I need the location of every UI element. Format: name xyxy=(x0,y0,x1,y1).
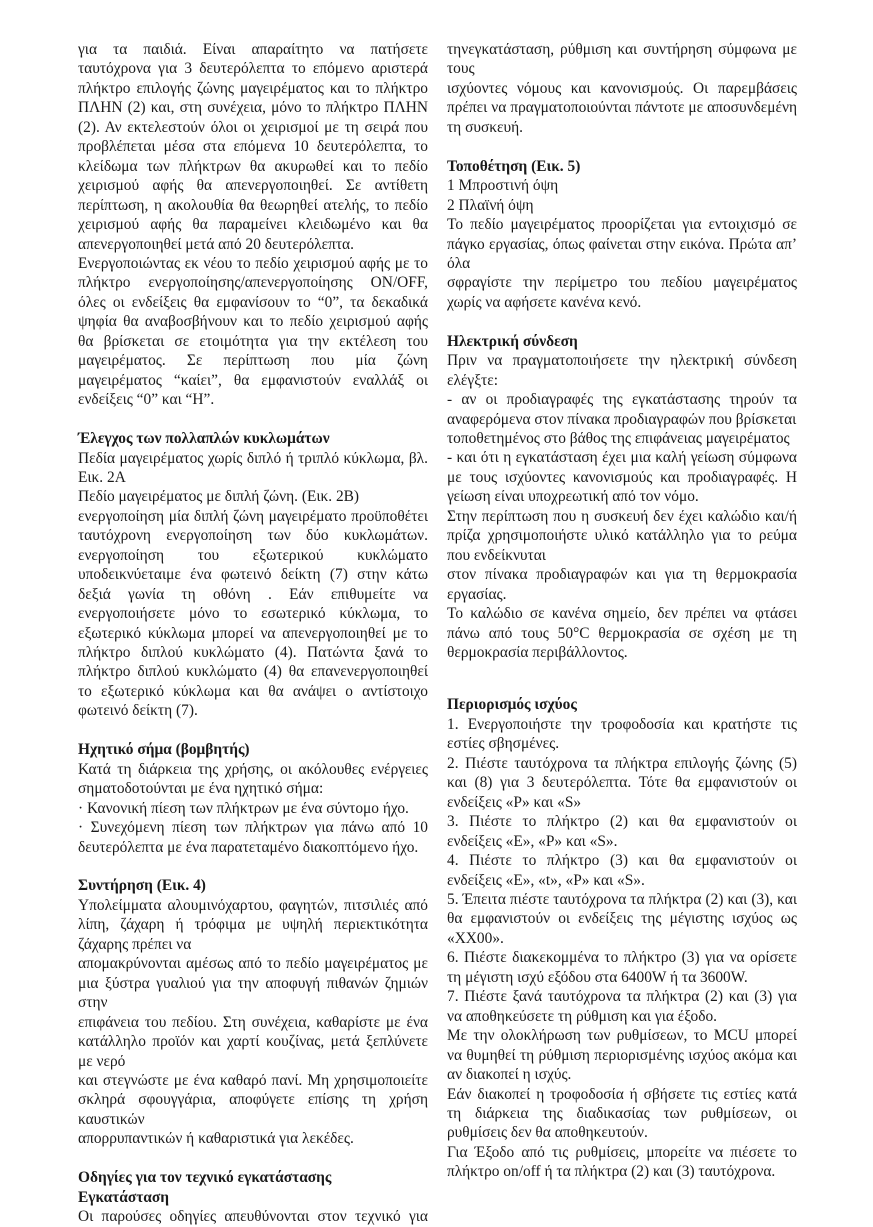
paragraph: 2 Πλαϊνή όψη xyxy=(447,196,534,214)
spacer xyxy=(78,721,428,740)
left-column xyxy=(78,40,428,1227)
paragraph: · Συνεχόμενη πίεση των πλήκτρων για πάνω από 10 δευτερόλεπτα με ένα παρατεταμένο διακοπτόμενο ήχο. xyxy=(78,819,428,856)
paragraph: Ενεργοποιώντας εκ νέου το πεδίο χειρισμού αφής με το πλήκτρο ενεργοποίησης/απενεργοποίησης ON/OFF, όλες οι ενδείξεις θα εμφανίσουν το “0”, τα δεκαδικά ψηφία θα αναβοσβήνουν και το πεδίο χειρισμού αφής θα βρίσκεται σε ετοιμότητα για την εκτέλεση του μαγειρέματος. Σε περίπτωση που μία ζώνη μαγειρέματος “καίει”, θα εμφανιστούν εναλλάξ οι ενδείξεις “0” και “H”. xyxy=(78,254,428,409)
paragraph: και στεγνώστε με ένα καθαρό πανί. Μη χρησιμοποιείτε σκληρά σφουγγάρια, αποφύγετε επίσης τη χρήση καυστικών xyxy=(78,1071,428,1128)
paragraph: απορρυπαντικών ή καθαριστικά για λεκέδες. xyxy=(78,1130,354,1148)
paragraph: Εάν διακοπεί η τροφοδοσία ή σβήσετε τις εστίες κατά τη διάρκεια της διαδικασίας των ρυθμίσεων, οι ρυθμίσεις δεν θα αποθηκευτούν. xyxy=(447,1085,797,1142)
paragraph: 1. Ενεργοποιήστε την τροφοδοσία και κρατήστε τις εστίες σβησμένες. xyxy=(447,715,797,753)
paragraph: Πεδίο μαγειρέματος με διπλή ζώνη. (Εικ. 2B) xyxy=(78,488,360,506)
paragraph: Υπολείμματα αλουμινόχαρτου, φαγητών, πιτσιλιές από λίπη, ζάχαρη ή τρόφιμα με υψηλή περιεκτικότητα ζάχαρης πρέπει να xyxy=(78,896,428,953)
paragraph: 4. Πιέστε το πλήκτρο (3) και θα εμφανιστούν οι ενδείξεις «E», «t», «P» και «S». xyxy=(447,852,797,889)
section-heading: Ηχητικό σήμα (βομβητής) xyxy=(78,741,250,759)
section-heading: Οδηγίες για τον τεχνικό εγκατάστασης xyxy=(78,1169,332,1187)
paragraph: Το πεδίο μαγειρέματος προορίζεται για εντοιχισμό σε πάγκο εργασίας, όπως φαίνεται στην εικόνα. Πρώτα απ’ όλα xyxy=(447,216,797,272)
spacer xyxy=(78,857,428,876)
paragraph: Πεδία μαγειρέματος χωρίς διπλό ή τριπλό κύκλωμα, βλ. Εικ. 2A xyxy=(78,449,428,486)
paragraph: σφραγίστε την περίμετρο του πεδίου μαγειρέματος χωρίς να αφήσετε κανένα κενό. xyxy=(447,274,797,311)
spacer xyxy=(447,137,797,156)
paragraph: 5. Έπειτα πιέστε ταυτόχρονα τα πλήκτρα (2) και (3), και θα εμφανιστούν οι ενδείξεις της μέγιστης ισχύος ως «XX00». xyxy=(447,891,797,947)
paragraph: Στην περίπτωση που η συσκευή δεν έχει καλώδιο και/ή πρίζα χρησιμοποιήστε υλικό κατάλληλο για το ρεύμα που ενδείκνυται xyxy=(447,507,797,564)
section-heading: Τοποθέτηση (Εικ. 5) xyxy=(447,157,581,175)
paragraph: - αν οι προδιαγραφές της εγκατάστασης τηρούν τα αναφερόμενα στον πίνακα προδιαγραφών που βρίσκεται xyxy=(447,391,797,428)
paragraph: 6. Πιέστε διακεκομμένα το πλήκτρο (3) για να ορίσετε τη μέγιστη ισχύ εξόδου στα 6400W ή τα 3600W. xyxy=(447,949,797,986)
paragraph: Το καλώδιο σε κανένα σημείο, δεν πρέπει να φτάσει πάνω από τους 50°C θερμοκρασία σε σχέση με τη θερμοκρασία περιβάλλοντος. xyxy=(447,605,797,662)
paragraph: απομακρύνονται αμέσως από το πεδίο μαγειρέματος με μια ξύστρα γυαλιού για την αποφυγή πιθανών ζημιών στην xyxy=(78,955,428,1012)
paragraph: 2. Πιέστε ταυτόχρονα τα πλήκτρα επιλογής ζώνης (5) και (8) για 3 δευτερόλεπτα. Τότε θα εμφανιστούν οι ενδείξεις «P» και «S» xyxy=(447,754,797,811)
spacer xyxy=(447,662,797,695)
paragraph: Για Έξοδο από τις ρυθμίσεις, μπορείτε να πιέσετε το πλήκτρο on/off ή τα πλήκτρα (2) και (3) ταυτόχρονα. xyxy=(447,1143,797,1181)
paragraph: τοποθετημένος στο βάθος της επιφάνειας μαγειρέματος xyxy=(447,430,790,448)
paragraph: 7. Πιέστε ξανά ταυτόχρονα τα πλήκτρα (2) και (3) για να αποθηκεύσετε τη ρύθμιση και για έξοδο. xyxy=(447,988,797,1025)
paragraph: Με την ολοκλήρωση των ρυθμίσεων, το MCU μπορεί να θυμηθεί τη ρύθμιση περιορισμένης ισχύος ακόμα και αν διακοπεί η ισχύς. xyxy=(447,1027,797,1084)
paragraph: 1 Μπροστινή όψη xyxy=(447,177,559,195)
paragraph: · Κανονική πίεση των πλήκτρων με ένα σύντομο ήχο. xyxy=(78,799,409,817)
paragraph: Οι παρούσες οδηγίες απευθύνονται στον τεχνικό για xyxy=(78,1208,428,1226)
paragraph: 3. Πιέστε το πλήκτρο (2) και θα εμφανιστούν οι ενδείξεις «E», «P» και «S». xyxy=(447,813,797,850)
paragraph: για τα παιδιά. Είναι απαραίτητο να πατήσετε ταυτόχρονα για 3 δευτερόλεπτα το επόμενο αριστερά πλήκτρο επιλογής ζώνης μαγειρέματος και το πλήκτρο ΠΛΗΝ (2) και, στη συνέχεια, μόνο το πλήκτρο ΠΛΗΝ (2). Αν εκτελεστούν όλοι οι χειρισμοί με τη σειρά που προβλέπεται μέσα στα επόμενα 10 δευτερόλεπτα, το κλείδωμα των πλήκτρων θα ακυρωθεί και το πεδίο χειρισμού αφής θα απενεργοποιηθεί. Σε αντίθετη περίπτωση, η ακολουθία θα θεωρηθεί ατελής, το πεδίο χειρισμού αφής θα παραμείνει κλειδωμένο και θα απενεργοποιηθεί μετά από 20 δευτερόλεπτα. xyxy=(78,41,428,253)
section-heading: Περιορισμός ισχύος xyxy=(447,696,577,714)
paragraph: - και ότι η εγκατάσταση έχει μια καλή γείωση σύμφωνα με τους ισχύοντες κανονισμούς και προδιαγραφές. Η γείωση είναι υποχρεωτική από τον νόμο. xyxy=(447,449,797,506)
spacer xyxy=(78,410,428,429)
paragraph: Κατά τη διάρκεια της χρήσης, οι ακόλουθες ενέργειες σηματοδοτούνται με ένα ηχητικό σήμα: xyxy=(78,760,428,798)
section-heading: Ηλεκτρική σύνδεση xyxy=(447,332,578,350)
paragraph: ενεργοποίηση μία διπλή ζώνη μαγειρέματο προϋποθέτει ταυτόχρονη ενεργοποίηση των δύο κυκλωμάτων. ενεργοποίηση του εξωτερικού κυκλώματο υποδεικνύεταιμε ένα φωτεινό δείκτη (7) στην κάτω δεξιά γωνία τη οθόνη . Εάν επιθυμείτε να ενεργοποιήσετε μόνο το εσωτερικό κύκλωμα, το εξωτερικό κύκλωμα μπορεί να απενεργοποιηθεί με το πλήκτρο διπλού κυκλώματο (4). Πατώντα ξανά το πλήκτρο διπλού κυκλώματο (4) θα επανενεργοποιηθεί το εξωτερικό κύκλωμα και θα ανάψει ο αντίστοιχο φωτεινό δείκτη (7). xyxy=(78,507,428,720)
spacer xyxy=(78,1149,428,1168)
right-column xyxy=(447,40,797,1182)
section-heading: Συντήρηση (Εικ. 4) xyxy=(78,877,206,895)
paragraph: Πριν να πραγματοποιήσετε την ηλεκτρική σύνδεση ελέγξτε: xyxy=(447,352,797,389)
paragraph: στον πίνακα προδιαγραφών και για τη θερμοκρασία εργασίας. xyxy=(447,566,797,603)
paragraph: επιφάνεια του πεδίου. Στη συνέχεια, καθαρίστε με ένα κατάλληλο προϊόν και χαρτί κουζίνας, μετά ξεπλύνετε με νερό xyxy=(78,1013,428,1070)
paragraph: ισχύοντες νόμους και κανονισμούς. Οι παρεμβάσεις πρέπει να πραγματοποιούνται πάντοτε με αποσυνδεμένη τη συσκευή. xyxy=(447,79,797,136)
spacer xyxy=(447,312,797,331)
section-heading: Εγκατάσταση xyxy=(78,1188,170,1206)
paragraph: τηνεγκατάσταση, ρύθμιση και συντήρηση σύμφωνα με τους xyxy=(447,41,797,78)
section-heading: Έλεγχος των πολλαπλών κυκλωμάτων xyxy=(78,430,330,448)
